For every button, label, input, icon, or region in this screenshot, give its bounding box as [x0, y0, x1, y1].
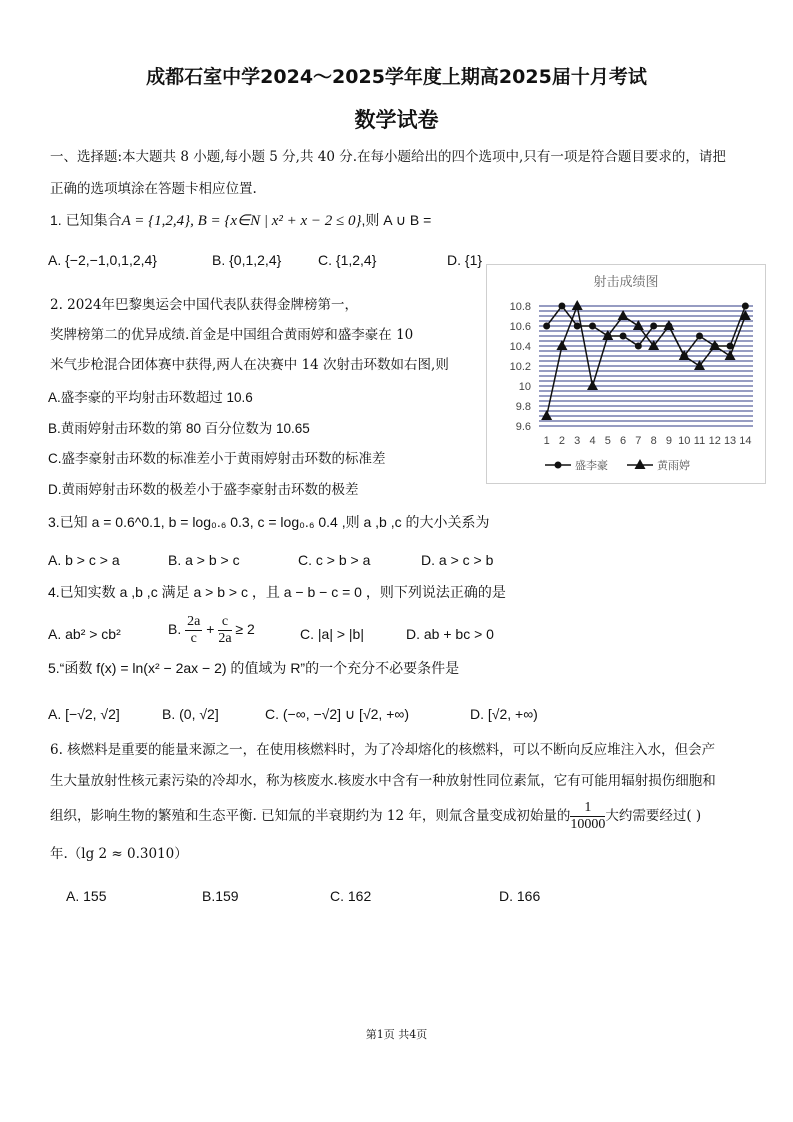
legend-label-huang: 黄雨婷 [657, 459, 690, 472]
shooting-chart-svg [487, 265, 765, 483]
q1-stem [50, 211, 431, 230]
q2-option-d[interactable]: D.黄雨婷射击环数的极差小于盛李豪射击环数的极差 [48, 482, 359, 497]
y-tick-label: 10.8 [509, 301, 531, 313]
data-point-sheng [574, 323, 581, 330]
chart-title: 射击成绩图 [593, 275, 659, 290]
x-tick-label: 5 [604, 435, 611, 447]
x-tick-label: 11 [693, 435, 706, 447]
q6-stem-line2: 生大量放射性核元素污染的冷却水，称为核废水.核废水中含有一种放射性同位素氚，它有可能用辐射损伤细胞和 [50, 773, 716, 789]
q4-frac-2-den: 2a [218, 631, 232, 646]
q1-option-c[interactable]: C. {1,2,4} [318, 252, 377, 268]
q4-option-d[interactable]: D. ab + bc > 0 [406, 626, 494, 642]
y-tick-label: 10 [518, 381, 531, 393]
q4-frac-2-num: c [218, 614, 231, 631]
q1-math: A = {1,2,4}, B = {x∈N | x² + x − 2 ≤ 0} [121, 213, 362, 229]
exam-subtitle: 数学试卷 [354, 108, 439, 132]
q6-line3-suffix: 大约需要经过( ) [605, 808, 702, 824]
q1-option-d[interactable]: D. {1} [447, 252, 483, 268]
q1-prefix: 1. 已知集合 [50, 212, 122, 228]
data-point-huang [572, 300, 583, 310]
legend-marker-sheng [555, 462, 562, 469]
q2-stem-line3: 米气步枪混合团体赛中获得,两人在决赛中 14 次射击环数如右图,则 [50, 357, 449, 373]
legend-marker-huang [635, 459, 646, 469]
q2-stem-line1: 2. 2024年巴黎奥运会中国代表队获得金牌榜第一， [50, 297, 359, 313]
q4-plus: + [206, 621, 215, 638]
q3-option-d[interactable]: D. a > c > b [421, 552, 494, 568]
y-tick-label: 10.4 [509, 341, 531, 353]
q4-option-c[interactable]: C. |a| > |b| [300, 626, 364, 642]
q4-stem: 4.已知实数 a ,b ,c 满足 a > b > c ，且 a − b − c = 0 ，则下列说法正确的是 [48, 584, 506, 600]
data-point-sheng [620, 333, 627, 340]
q4-frac-1 [185, 614, 202, 647]
exam-title: 成都石室中学2024～2025学年度上期高2025届十月考试 [146, 66, 647, 88]
q5-option-c[interactable]: C. (−∞, −√2] ∪ [√2, +∞) [265, 706, 410, 722]
q6-fraction-den: 10000 [570, 817, 606, 832]
q4-frac-1-num: 2a [187, 614, 201, 629]
q6-option-a[interactable]: A. 155 [66, 888, 107, 904]
q1-option-a[interactable]: A. {−2,−1,0,1,2,4} [48, 252, 157, 268]
q4-option-b-suffix: ≥ 2 [235, 621, 255, 638]
y-tick-label: 10.6 [509, 321, 531, 333]
x-tick-label: 1 [543, 435, 550, 447]
q6-line3-prefix: 组织，影响生物的繁殖和生态平衡. 已知氚的半衰期约为 12 年，则氚含量变成初始量的 [50, 808, 571, 824]
data-point-sheng [635, 343, 642, 350]
x-tick-label: 13 [723, 435, 737, 447]
q6-option-d[interactable]: D. 166 [499, 888, 541, 904]
x-tick-label: 2 [558, 435, 565, 447]
q4-frac-2 [218, 614, 231, 647]
q4-option-a[interactable]: A. ab² > cb² [48, 626, 121, 642]
data-point-sheng [742, 303, 749, 310]
x-tick-label: 8 [650, 435, 657, 447]
q3-stem: 3.已知 a = 0.6^0.1, b = log₀.₆ 0.3, c = log₀.₆ 0.4 ,则 a ,b ,c 的大小关系为 [48, 514, 490, 530]
q5-stem: 5.“函数 f(x) = ln(x² − 2ax − 2) 的值域为 R”的一个充分不必要条件是 [48, 660, 460, 676]
x-tick-label: 12 [708, 435, 721, 447]
q6-option-b[interactable]: B.159 [202, 888, 239, 904]
data-point-sheng [589, 323, 596, 330]
x-tick-label: 3 [574, 435, 581, 447]
q3-option-b[interactable]: B. a > b > c [168, 552, 240, 568]
x-tick-label: 7 [635, 435, 642, 447]
q4-frac-1-den: c [190, 631, 197, 646]
data-point-sheng [543, 323, 550, 330]
x-tick-label: 6 [620, 435, 627, 447]
q6-option-c[interactable]: C. 162 [330, 888, 372, 904]
q6-stem-line3 [50, 800, 701, 833]
q1-option-b[interactable]: B. {0,1,2,4} [212, 252, 282, 268]
y-tick-label: 9.6 [515, 421, 531, 433]
section-instruction-line1: 一、选择题:本大题共 8 小题,每小题 5 分,共 40 分.在每小题给出的四个选项中,只有一项是符合题目要求的，请把 [50, 149, 726, 165]
q6-fraction [570, 800, 605, 833]
shooting-chart [486, 264, 766, 484]
q5-option-a[interactable]: A. [−√2, √2] [48, 706, 120, 722]
y-tick-label: 10.2 [509, 361, 531, 373]
data-point-sheng [558, 303, 565, 310]
legend-label-sheng: 盛李豪 [575, 459, 608, 472]
q1-suffix: ,则 A ∪ B = [361, 212, 432, 228]
q2-option-a[interactable]: A.盛李豪的平均射击环数超过 10.6 [48, 390, 253, 405]
q3-option-a[interactable]: A. b > c > a [48, 552, 120, 568]
q2-option-b[interactable]: B.黄雨婷射击环数的第 80 百分位数为 10.65 [48, 421, 310, 436]
page-footer: 第1页 共4页 [365, 1028, 428, 1041]
q3-option-c[interactable]: C. c > b > a [298, 552, 371, 568]
q5-option-d[interactable]: D. [√2, +∞) [470, 706, 538, 722]
x-tick-label: 9 [665, 435, 672, 447]
x-tick-label: 10 [678, 435, 691, 447]
x-tick-label: 4 [589, 435, 596, 447]
q5-option-b[interactable]: B. (0, √2] [162, 706, 219, 722]
x-tick-label: 14 [739, 435, 752, 447]
data-point-sheng [696, 333, 703, 340]
q6-stem-line4: 年.（lg 2 ≈ 0.3010） [50, 846, 188, 862]
q6-fraction-num: 1 [570, 800, 605, 817]
q6-stem-line1: 6. 核燃料是重要的能量来源之一，在使用核燃料时，为了冷却熔化的核燃料，可以不断向反应堆注入水，但会产 [50, 742, 716, 758]
q4-option-b-label: B. [168, 621, 182, 638]
q4-option-b[interactable] [168, 614, 255, 647]
section-instruction-line2: 正确的选项填涂在答题卡相应位置. [50, 181, 257, 197]
y-tick-label: 9.8 [515, 401, 531, 413]
q2-stem-line2: 奖牌榜第二的优异成绩.首金是中国组合黄雨婷和盛李豪在 10 [50, 327, 414, 343]
data-point-sheng [650, 323, 657, 330]
q2-option-c[interactable]: C.盛李豪射击环数的标准差小于黄雨婷射击环数的标准差 [48, 451, 386, 466]
